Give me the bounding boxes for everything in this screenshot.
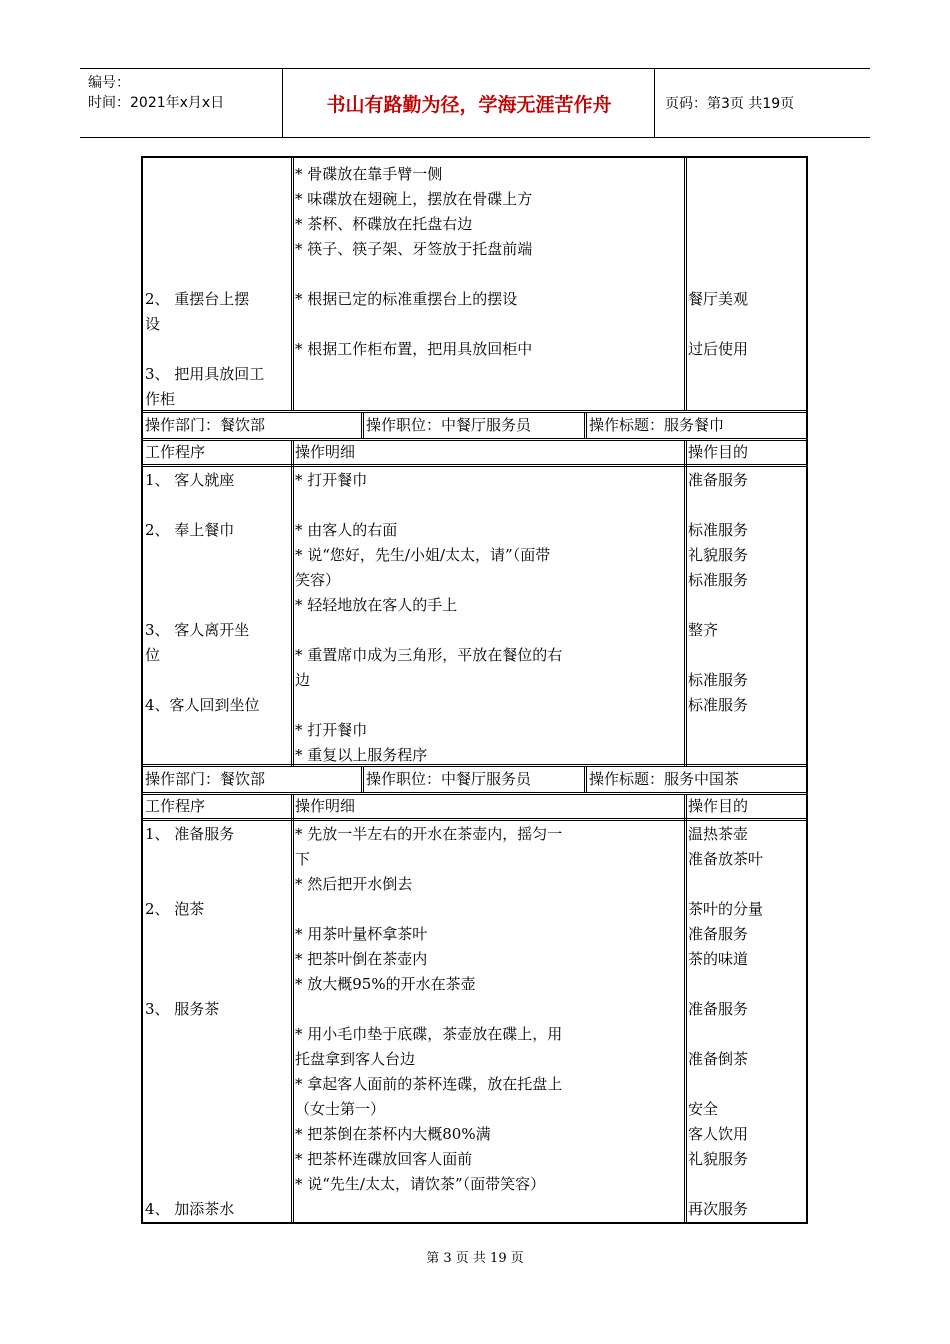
s2-step1: 1、 客人就座 xyxy=(145,471,235,489)
header-meta xyxy=(80,69,283,137)
s3-purpose1: 温热茶壶 xyxy=(688,825,749,843)
s3-purpose2: 茶叶的分量 xyxy=(688,900,764,918)
s3-step2: 2、 泡茶 xyxy=(145,900,205,918)
s3-detail9: * 把茶杯连碟放回客人面前 xyxy=(295,1150,473,1168)
s3-purpose5: 准备服务 xyxy=(688,1000,749,1018)
s1-step2-detail: * 根据已定的标准重摆台上的摆设 xyxy=(295,290,518,308)
s2-step3: 3、 客人离开坐 xyxy=(145,621,250,639)
s3-purpose1b: 准备放茶叶 xyxy=(688,850,764,868)
s1-detail-2: * 味碟放在翅碗上，摆放在骨碟上方 xyxy=(295,190,533,208)
s3-detail10: * 说“先生/太太，请饮茶”（面带笑容） xyxy=(295,1175,546,1193)
s2-detail5: * 重置席巾成为三角形，平放在餐位的右 xyxy=(295,646,563,664)
s2-detail3-cont: 笑容） xyxy=(295,571,341,589)
s2-purpose5: 标准服务 xyxy=(688,671,749,689)
s2-detail6: * 打开餐巾 xyxy=(295,721,368,739)
s2-title: 操作标题：服务餐巾 xyxy=(589,416,725,434)
s2-purpose3b: 标准服务 xyxy=(688,571,749,589)
s3-col-detail: 操作明细 xyxy=(295,797,356,815)
s3-col-purpose: 操作目的 xyxy=(688,797,749,815)
s2-purpose6: 标准服务 xyxy=(688,696,749,714)
page-footer: 第 3 页 共 19 页 xyxy=(426,1251,524,1266)
s2-detail3: * 说“您好，先生/小姐/太太，请”（面带 xyxy=(295,546,551,564)
s2-col-purpose: 操作目的 xyxy=(688,443,749,461)
s2-col-detail: 操作明细 xyxy=(295,443,356,461)
s2-purpose2: 标准服务 xyxy=(688,521,749,539)
code-label: 编号： xyxy=(88,75,130,91)
s3-detail5: * 放大概95%的开水在茶壶 xyxy=(295,975,476,993)
s3-purpose7: 安全 xyxy=(688,1100,719,1118)
s1-detail-1: * 骨碟放在靠手臂一侧 xyxy=(295,165,443,183)
s3-purpose3: 准备服务 xyxy=(688,925,749,943)
s3-detail3: * 用茶叶量杯拿茶叶 xyxy=(295,925,428,943)
s2-detail2: * 由客人的右面 xyxy=(295,521,398,539)
s2-purpose3: 礼貌服务 xyxy=(688,546,749,564)
s3-step1: 1、 准备服务 xyxy=(145,825,235,843)
s2-position: 操作职位：中餐厅服务员 xyxy=(366,416,532,434)
s1-step3-cont: 作柜 xyxy=(145,390,176,408)
s2-detail4: * 轻轻地放在客人的手上 xyxy=(295,596,458,614)
s3-dept: 操作部门：餐饮部 xyxy=(145,770,266,788)
s3-detail6: * 用小毛巾垫于底碟，茶壶放在碟上，用 xyxy=(295,1025,563,1043)
s3-detail7: * 拿起客人面前的茶杯连碟，放在托盘上 xyxy=(295,1075,563,1093)
s2-dept: 操作部门：餐饮部 xyxy=(145,416,266,434)
s2-step3-cont: 位 xyxy=(145,646,161,664)
s1-step2: 2、 重摆台上摆 xyxy=(145,290,250,308)
s1-step2-cont: 设 xyxy=(145,315,161,333)
procedure-table xyxy=(141,156,808,1224)
s1-detail-4: * 筷子、筷子架、牙签放于托盘前端 xyxy=(295,240,533,258)
s2-step2: 2、 奉上餐巾 xyxy=(145,521,235,539)
s2-purpose4: 整齐 xyxy=(688,621,719,639)
s3-purpose8: 客人饮用 xyxy=(688,1125,749,1143)
s2-col-step: 工作程序 xyxy=(145,443,206,461)
s3-detail4: * 把茶叶倒在茶壶内 xyxy=(295,950,428,968)
s3-col-step: 工作程序 xyxy=(145,797,206,815)
s3-title: 操作标题：服务中国茶 xyxy=(589,770,740,788)
s2-detail7: * 重复以上服务程序 xyxy=(295,746,428,764)
header-motto: 书山有路勤为径，学海无涯苦作舟 xyxy=(284,69,655,137)
s2-detail5-cont: 边 xyxy=(295,671,311,689)
s2-purpose1: 准备服务 xyxy=(688,471,749,489)
s1-step2-purpose: 餐厅美观 xyxy=(688,290,749,308)
time-label: 时间：2021年x月x日 xyxy=(88,95,225,111)
s2-detail1: * 打开餐巾 xyxy=(295,471,368,489)
s3-detail1: * 先放一半左右的开水在茶壶内，摇匀一 xyxy=(295,825,563,843)
s3-purpose4: 茶的味道 xyxy=(688,950,749,968)
s3-detail1-cont: 下 xyxy=(295,850,311,868)
s3-detail2: * 然后把开水倒去 xyxy=(295,875,413,893)
s2-step4: 4、客人回到坐位 xyxy=(145,696,260,714)
s3-detail8: * 把茶倒在茶杯内大概80%满 xyxy=(295,1125,491,1143)
s3-purpose10: 再次服务 xyxy=(688,1200,749,1218)
s3-purpose9: 礼貌服务 xyxy=(688,1150,749,1168)
s3-detail6-cont: 托盘拿到客人台边 xyxy=(295,1050,416,1068)
s1-step3-purpose: 过后使用 xyxy=(688,340,749,358)
s1-step3: 3、 把用具放回工 xyxy=(145,365,265,383)
s1-detail-3: * 茶杯、杯碟放在托盘右边 xyxy=(295,215,473,233)
s3-step4: 4、 加添茶水 xyxy=(145,1200,235,1218)
page-header xyxy=(80,68,870,138)
s3-detail7-cont: （女士第一） xyxy=(295,1100,386,1118)
header-page-info: 页码：第3页 共19页 xyxy=(665,96,795,112)
s3-purpose6: 准备倒茶 xyxy=(688,1050,749,1068)
s3-step3: 3、 服务茶 xyxy=(145,1000,220,1018)
s3-position: 操作职位：中餐厅服务员 xyxy=(366,770,532,788)
s1-step3-detail: * 根据工作柜布置，把用具放回柜中 xyxy=(295,340,533,358)
